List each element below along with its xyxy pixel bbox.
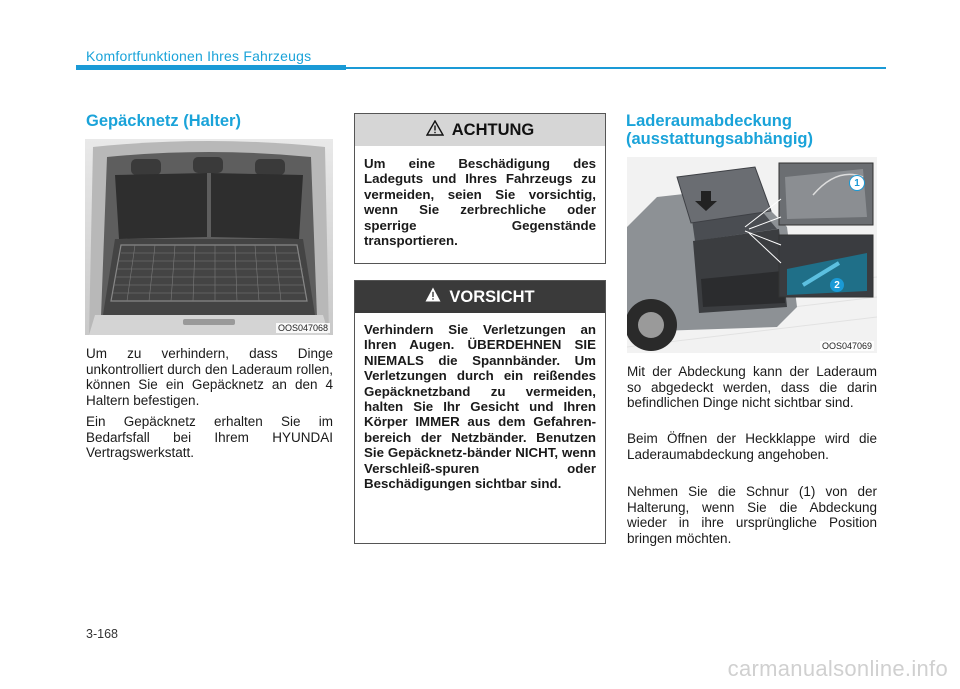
- photo-code: OOS047068: [277, 323, 328, 333]
- heading-line-1: Laderaumabdeckung: [626, 112, 792, 130]
- cargo-cover-illustration: [627, 157, 877, 353]
- callout-1: 1: [849, 175, 865, 191]
- photo-code: OOS047069: [821, 341, 872, 351]
- cargo-net-photo: [85, 139, 333, 335]
- section-heading-laderaumabdeckung: [626, 112, 813, 148]
- vorsicht-header: [355, 281, 605, 313]
- vorsicht-title: VORSICHT: [449, 287, 535, 306]
- right-paragraph-3: Nehmen Sie die Schnur (1) von der Halterung, wenn Sie die Abdeckung wieder in ihre ursprüngliche Position bringen möchten.: [627, 484, 877, 546]
- watermark: carmanualsonline.info: [727, 656, 948, 681]
- achtung-header: [355, 114, 605, 146]
- vorsicht-body: [355, 313, 605, 491]
- achtung-title: ACHTUNG: [451, 120, 535, 139]
- page-number: 3-168: [86, 627, 118, 641]
- chapter-title: Komfortfunktionen Ihres Fahrzeugs: [86, 48, 312, 64]
- warning-triangle-icon: [426, 120, 444, 141]
- achtung-box: [354, 113, 606, 264]
- vorsicht-box: [354, 280, 606, 544]
- section-heading-gepaecknetz: Gepäcknetz (Halter): [86, 112, 241, 130]
- header-rule-thick: [76, 65, 346, 70]
- callout-2: 2: [830, 278, 844, 292]
- cargo-net-illustration: [85, 139, 333, 335]
- cargo-cover-photo: [627, 157, 877, 353]
- right-paragraph-1: Mit der Abdeckung kann der Laderaum so abgedeckt werden, dass die darin befindlichen Dinge nicht sichtbar sind.: [627, 364, 877, 411]
- heading-line-2: (ausstattungsabhängig): [626, 130, 814, 148]
- achtung-text: Um eine Beschädigung des Ladeguts und Ihres Fahrzeugs zu vermeiden, seien Sie vorsichtig, wenn Sie zerbrechliche oder sperrige Gegenstände transportieren.: [364, 156, 596, 249]
- vorsicht-text: Verhindern Sie Verletzungen an Ihren Augen. ÜBERDEHNEN SIE NIEMALS die Spannbänder. Um Verletzungen durch ein reißendes Gepäcknetzband zu vermeiden, halten Sie Ihr Gesicht und Ihren Körper IMMER aus dem Gefahren-bereich der Netzbänder. Benutzen Sie Gepäcknetz-bänder NICHT, wenn Verschleiß-spuren oder Beschädigungen sichtbar sind.: [364, 322, 596, 492]
- warning-triangle-icon: [425, 287, 441, 307]
- left-paragraph-2: Ein Gepäcknetz erhalten Sie im Bedarfsfall bei Ihrem HYUNDAI Vertragswerkstatt.: [86, 414, 333, 461]
- header-rule-thin: [346, 67, 886, 69]
- achtung-body: [355, 146, 605, 248]
- left-paragraph-1: Um zu verhindern, dass Dinge unkontrolliert durch den Laderaum rollen, können Sie ein Gepäcknetz an den 4 Haltern befestigen.: [86, 346, 333, 408]
- right-paragraph-2: Beim Öffnen der Heckklappe wird die Laderaumabdeckung angehoben.: [627, 431, 877, 462]
